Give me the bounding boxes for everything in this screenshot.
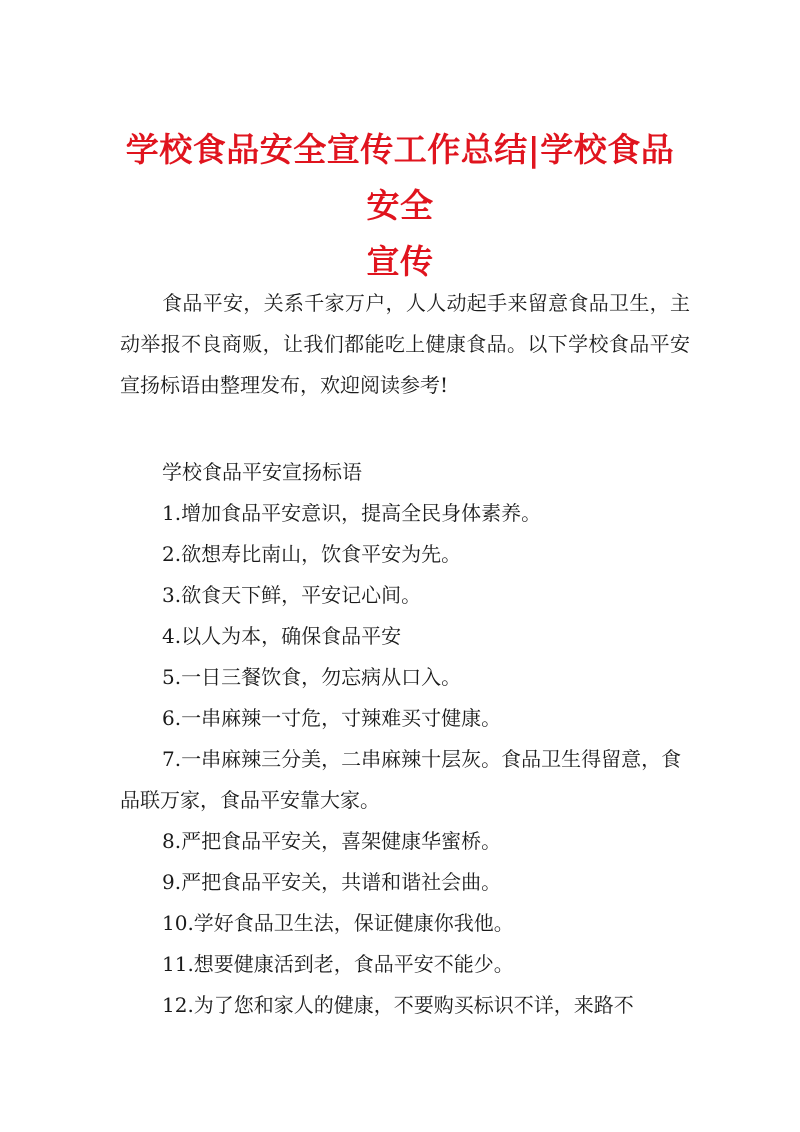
slogan-item: 12.为了您和家人的健康，不要购买标识不详，来路不 (162, 993, 634, 1017)
slogan-item: 8.严把食品平安关，喜架健康华蜜桥。 (162, 829, 502, 853)
slogan-item: 7.一串麻辣三分美，二串麻辣十层灰。食品卫生得留意，食品联万家，食品平安靠大家。 (120, 747, 682, 812)
slogan-item: 10.学好食品卫生法，保证健康你我他。 (162, 911, 514, 935)
slogan-list (120, 452, 690, 1026)
title-line-1: 学校食品安全宣传工作总结|学校食品安全 (125, 130, 675, 225)
slogan-item: 4.以人为本，确保食品平安 (162, 624, 402, 648)
document-title (110, 122, 690, 290)
title-line-2: 宣传 (366, 242, 434, 281)
slogan-item: 6.一串麻辣一寸危，寸辣难买寸健康。 (162, 706, 502, 730)
slogan-item: 1.增加食品平安意识，提高全民身体素养。 (162, 501, 542, 525)
slogan-item: 5.一日三餐饮食，勿忘病从口入。 (162, 665, 462, 689)
slogan-item: 11.想要健康活到老，食品平安不能少。 (162, 952, 514, 976)
section-heading: 学校食品平安宣扬标语 (162, 460, 362, 484)
slogan-item: 2.欲想寿比南山，饮食平安为先。 (162, 542, 462, 566)
intro-paragraph: 食品平安，关系千家万户，人人动起手来留意食品卫生，主动举报不良商贩，让我们都能吃上健康食品。以下学校食品平安宣扬标语由整理发布，欢迎阅读参考! (120, 291, 690, 397)
slogan-item: 9.严把食品平安关，共谱和谐社会曲。 (162, 870, 502, 894)
slogan-item: 3.欲食天下鲜，平安记心间。 (162, 583, 422, 607)
